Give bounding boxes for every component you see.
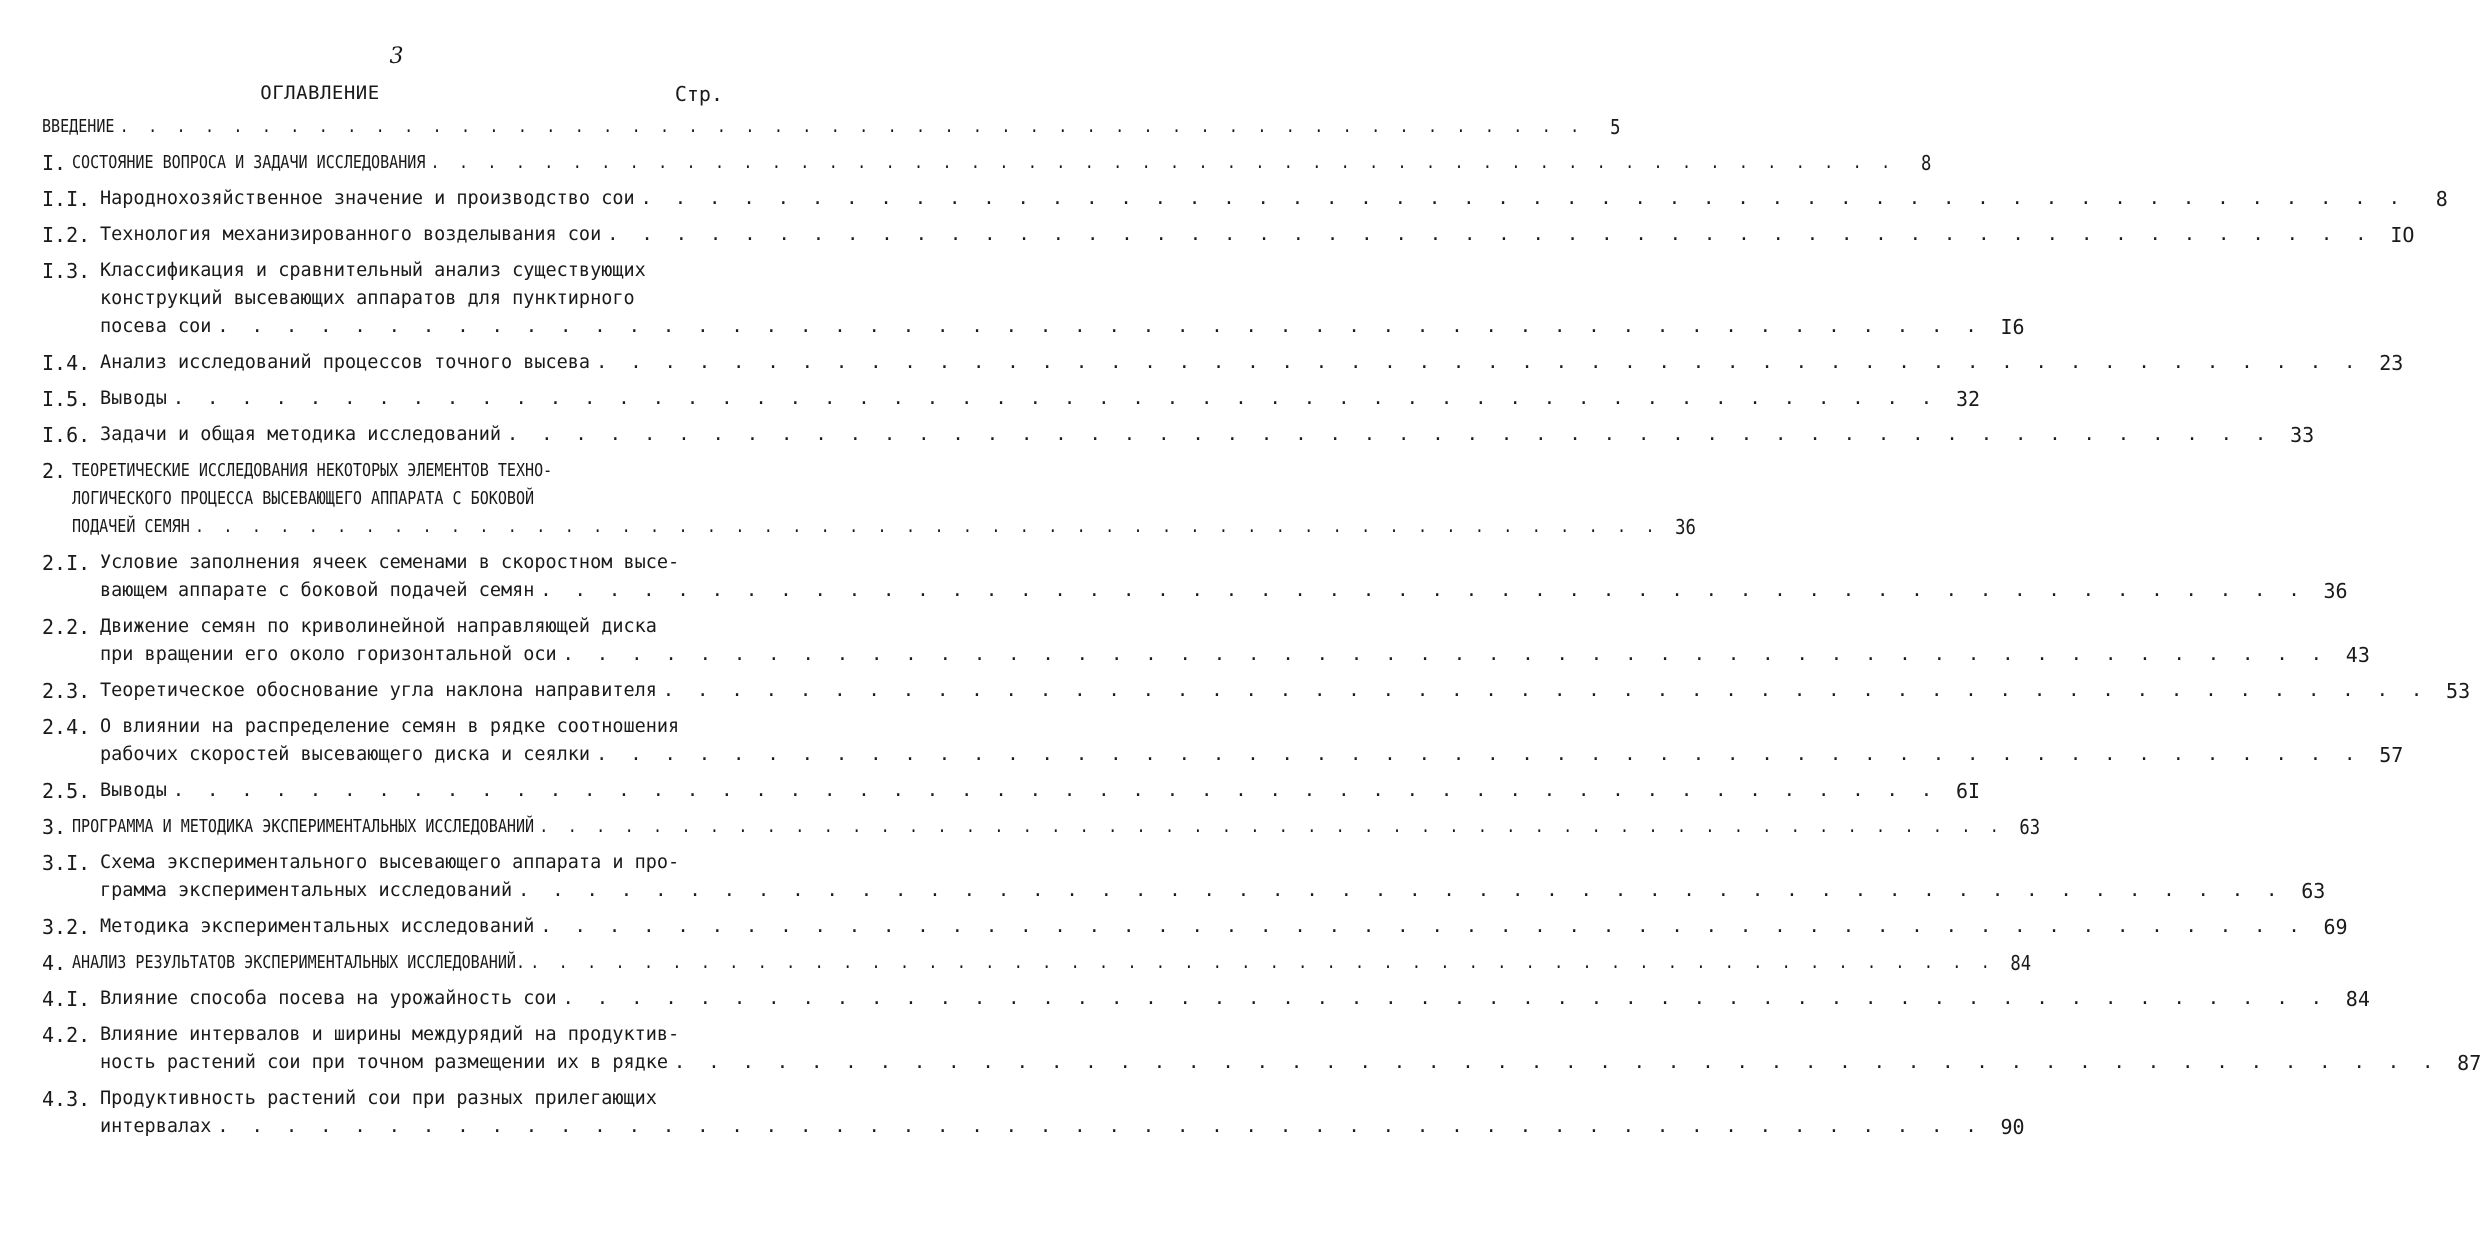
toc-entry-page: 36 xyxy=(2323,579,2348,603)
dot-leader: . . . . . . . . . . . . . . . . . . . . . . . . . . . . . . . . . . . . . . . . . . . . . . . . . . . . xyxy=(607,224,2373,245)
toc-entry-title: интервалах xyxy=(100,1116,212,1137)
toc-entry-page: 84 xyxy=(2010,951,2032,975)
toc-entry-line xyxy=(100,421,2314,449)
toc-entry-title: ПОДАЧЕЙ СЕМЯН xyxy=(72,517,190,537)
toc-entry-line xyxy=(100,313,2025,341)
toc-entry-body xyxy=(100,421,2314,449)
toc-entry xyxy=(42,949,2032,977)
toc-entry-title: ность растений сои при точном размещении их в рядке xyxy=(100,1052,669,1073)
dot-leader: . . . . . . . . . . . . . . . . . . . . . . . . . . . . . . . . . . . . . . . . . . . . . . . . . . . . xyxy=(596,352,2362,373)
toc-entry xyxy=(42,777,1981,805)
toc-entry-title: конструкций высевающих аппаратов для пунктирного xyxy=(100,288,635,309)
toc-entry-body xyxy=(72,457,1696,541)
dot-leader: . . . . . . . . . . . . . . . . . . . . . . . . . . . . . . . . . . . . . . . . . . . . . . . . . . . . xyxy=(662,680,2429,701)
toc-entry-line xyxy=(100,577,2348,605)
toc-entry-body xyxy=(100,613,2370,669)
toc-entry-page: 8 xyxy=(1921,151,1932,175)
toc-entry-title: Влияние способа посева на урожайность сои xyxy=(100,988,557,1009)
toc-entry xyxy=(42,421,2315,449)
toc-entry-page: 90 xyxy=(2000,1115,2025,1139)
toc-entry-title: посева сои xyxy=(100,316,212,337)
toc-entry-number: 2. xyxy=(42,459,67,483)
toc-entry-title: О влиянии на распределение семян в рядке соотношения xyxy=(100,716,680,737)
toc-entry-number: I.I. xyxy=(42,187,91,211)
toc-entry xyxy=(42,913,2348,941)
toc-entry-line xyxy=(100,677,2470,705)
toc-entry-number: I.5. xyxy=(42,387,91,411)
toc-entry-line xyxy=(72,949,2031,977)
dot-leader: . . . . . . . . . . . . . . . . . . . . . . . . . . . . . . . . . . . . . . . . . . . . . . . . . . . . xyxy=(506,424,2273,445)
toc-entry-body xyxy=(100,677,2470,705)
toc-entry-title: Условие заполнения ячеек семенами в скоростном высе- xyxy=(100,552,680,573)
toc-entry-number: 3.I. xyxy=(42,851,91,875)
toc-entry-number: 4. xyxy=(42,951,67,975)
toc-entry-line xyxy=(100,713,2403,741)
toc-entry-number: 3.2. xyxy=(42,915,91,939)
toc-entry-page: 63 xyxy=(2301,879,2326,903)
toc-entry-body xyxy=(100,221,2414,249)
toc-entry-number: I.4. xyxy=(42,351,91,375)
toc-entry xyxy=(42,613,2370,669)
toc-entry-line xyxy=(100,221,2414,249)
toc-entry-number: 2.I. xyxy=(42,551,91,575)
toc-entry-body xyxy=(72,949,2031,977)
toc-entry-title: Движение семян по криволинейной направляющей диска xyxy=(100,616,657,637)
toc-entry xyxy=(42,185,2448,213)
dot-leader: . . . . . . . . . . . . . . . . . . . . . . . . . . . . . . . . . . . . . . . . . . . . . . . . . . . . xyxy=(172,388,1939,409)
toc-entry-title: Выводы xyxy=(100,388,167,409)
dot-leader: . . . . . . . . . . . . . . . . . . . . . . . . . . . . . . . . . . . . . . . . . . . . . . . . . . . . xyxy=(540,916,2306,937)
toc-entry-title: Схема экспериментального высевающего аппарата и про- xyxy=(100,852,680,873)
toc-entry-page: 5 xyxy=(1610,115,1621,139)
toc-entry xyxy=(42,221,2415,249)
toc-entry xyxy=(42,849,2326,905)
toc-entry-title: СОСТОЯНИЕ ВОПРОСА И ЗАДАЧИ ИССЛЕДОВАНИЯ xyxy=(72,153,426,173)
toc-entry-title: Влияние интервалов и ширины междурядий на продуктив- xyxy=(100,1024,680,1045)
dot-leader: . . . . . . . . . . . . . . . . . . . . . . . . . . . . . . . . . . . . . . . . . . . . . . . . . . . . xyxy=(539,817,2005,837)
toc-entry-body xyxy=(100,985,2370,1013)
toc-entry-line xyxy=(72,485,1696,513)
toc-entry-body xyxy=(100,777,1980,805)
toc-entry-title: Теоретическое обоснование угла наклона направителя xyxy=(100,680,657,701)
toc-entry-page: 33 xyxy=(2290,423,2315,447)
toc-entry-body xyxy=(72,813,2040,841)
toc-entry-title: вающем аппарате с боковой подачей семян xyxy=(100,580,535,601)
toc-entry-title: Анализ исследований процессов точного высева xyxy=(100,352,591,373)
toc-header xyxy=(0,82,793,112)
toc-entry xyxy=(42,457,1696,541)
toc-entry-page: 63 xyxy=(2019,815,2041,839)
toc-entry-title: Технология механизированного возделывания сои xyxy=(100,224,602,245)
toc-entry-number: I.6. xyxy=(42,423,91,447)
toc-entry xyxy=(42,985,2370,1013)
toc-entry-number: 3. xyxy=(42,815,67,839)
toc-entry-page: 8 xyxy=(2435,187,2448,211)
toc-entry-title: ЛОГИЧЕСКОГО ПРОЦЕССА ВЫСЕВАЮЩЕГО АППАРАТА С БОКОВОЙ xyxy=(72,489,535,509)
toc-entry-number: 2.5. xyxy=(42,779,91,803)
toc-entry-line xyxy=(100,985,2370,1013)
toc-entry-page: 23 xyxy=(2379,351,2404,375)
toc-entry-title: Методика экспериментальных исследований xyxy=(100,916,535,937)
dot-leader: . . . . . . . . . . . . . . . . . . . . . . . . . . . . . . . . . . . . . . . . . . . . . . . . . . . . xyxy=(530,953,1995,973)
toc-entry-line xyxy=(72,149,1931,177)
toc-entry-body xyxy=(100,713,2403,769)
toc-entry xyxy=(42,385,1981,413)
toc-entry xyxy=(42,257,2025,341)
toc-entry-number: I.2. xyxy=(42,223,91,247)
toc-entry-line xyxy=(100,849,2325,877)
toc-entry-line xyxy=(100,1113,2025,1141)
toc-entry-body xyxy=(100,349,2403,377)
dot-leader: . . . . . . . . . . . . . . . . . . . . . . . . . . . . . . . . . . . . . . . . . . . . . . . . . . . . xyxy=(596,744,2362,765)
toc-entry-title: Задачи и общая методика исследований xyxy=(100,424,501,445)
toc-entry-page: 87 xyxy=(2457,1051,2481,1075)
dot-leader: . . . . . . . . . . . . . . . . . . . . . . . . . . . . . . . . . . . . . . . . . . . . . . . . . . . . xyxy=(430,153,1896,173)
dot-leader: . . . . . . . . . . . . . . . . . . . . . . . . . . . . . . . . . . . . . . . . . . . . . . . . . . . . xyxy=(562,644,2328,665)
toc-entry-title: АНАЛИЗ РЕЗУЛЬТАТОВ ЭКСПЕРИМЕНТАЛЬНЫХ ИССЛЕДОВАНИЙ. xyxy=(72,953,526,973)
dot-leader: . . . . . . . . . . . . . . . . . . . . . . . . . . . . . . . . . . . . . . . . . . . . . . . . . . . . xyxy=(194,517,1660,537)
toc-entry xyxy=(42,713,2404,769)
dot-leader: . . . . . . . . . . . . . . . . . . . . . . . . . . . . . . . . . . . . . . . . . . . . . . . . . . . . xyxy=(640,188,2406,209)
toc-entry-number: 4.I. xyxy=(42,987,91,1011)
toc-entry-title: Народнохозяйственное значение и производство сои xyxy=(100,188,635,209)
dot-leader: . . . . . . . . . . . . . . . . . . . . . . . . . . . . . . . . . . . . . . . . . . . . . . . . . . . . xyxy=(217,1116,1983,1137)
toc-entry-number: 2.4. xyxy=(42,715,91,739)
toc-entry-number: I. xyxy=(42,151,67,175)
toc-entry-body xyxy=(100,549,2348,605)
toc-entry-line xyxy=(100,613,2370,641)
toc-entry-body xyxy=(72,149,1931,177)
page-column-label: Стр. xyxy=(674,82,723,106)
toc-entry-page: 32 xyxy=(1955,387,1981,411)
toc-entry-body xyxy=(100,385,1980,413)
toc-entry xyxy=(42,349,2404,377)
page-number: 3 xyxy=(389,44,404,69)
toc-entry xyxy=(42,1085,2025,1141)
toc-entry-line xyxy=(100,385,1980,413)
toc-entry-body xyxy=(100,1085,2025,1141)
toc-entry-body xyxy=(100,849,2325,905)
toc-entry-page: 84 xyxy=(2345,987,2370,1011)
toc-entry xyxy=(42,1021,2481,1077)
toc-entry-line xyxy=(100,913,2348,941)
toc-entry-line xyxy=(100,1021,2481,1049)
toc-entry-title: грамма экспериментальных исследований xyxy=(100,880,513,901)
toc-entry-page: 53 xyxy=(2446,679,2471,703)
toc-entry-line xyxy=(100,549,2348,577)
dot-leader: . . . . . . . . . . . . . . . . . . . . . . . . . . . . . . . . . . . . . . . . . . . . . . . . . . . . xyxy=(674,1052,2440,1073)
toc-entry-number: 4.3. xyxy=(42,1087,91,1111)
toc-entry-line xyxy=(100,641,2370,669)
toc-entry-line xyxy=(100,777,1980,805)
table-of-contents xyxy=(42,113,2481,1149)
toc-entry-line xyxy=(100,877,2325,905)
dot-leader: . . . . . . . . . . . . . . . . . . . . . . . . . . . . . . . . . . . . . . . . . . . . . . . . . . . . xyxy=(217,316,1983,337)
toc-entry-page: 43 xyxy=(2345,643,2370,667)
toc-entry xyxy=(42,549,2348,605)
toc-entry-line xyxy=(100,1085,2025,1113)
toc-entry-title: рабочих скоростей высевающего диска и сеялки xyxy=(100,744,591,765)
toc-entry-title: ПРОГРАММА И МЕТОДИКА ЭКСПЕРИМЕНТАЛЬНЫХ ИССЛЕДОВАНИЙ xyxy=(72,817,535,837)
toc-entry xyxy=(42,677,2471,705)
toc-entry-page: 57 xyxy=(2379,743,2404,767)
toc-entry-line xyxy=(100,257,2025,285)
dot-leader: . . . . . . . . . . . . . . . . . . . . . . . . . . . . . . . . . . . . . . . . . . . . . . . . . . . . xyxy=(172,780,1939,801)
toc-entry-body xyxy=(100,1021,2481,1077)
toc-entry-line xyxy=(100,741,2403,769)
toc-entry-line xyxy=(100,185,2448,213)
toc-entry-line xyxy=(42,113,1621,141)
toc-entry-number: 4.2. xyxy=(42,1023,91,1047)
toc-title: ОГЛАВЛЕНИЕ xyxy=(260,82,380,104)
toc-entry-body xyxy=(100,185,2448,213)
toc-entry-line xyxy=(100,1049,2481,1077)
toc-entry-page: 6I xyxy=(1955,779,1981,803)
toc-entry-line xyxy=(72,457,1696,485)
toc-entry-number: I.3. xyxy=(42,259,91,283)
toc-entry-body xyxy=(100,913,2348,941)
toc-entry-body xyxy=(100,257,2025,341)
dot-leader: . . . . . . . . . . . . . . . . . . . . . . . . . . . . . . . . . . . . . . . . . . . . . . . . . . . . xyxy=(540,580,2306,601)
toc-entry-page: IO xyxy=(2390,223,2415,247)
toc-entry-page: 69 xyxy=(2323,915,2348,939)
toc-entry-body xyxy=(42,113,1621,141)
toc-entry-title: ТЕОРЕТИЧЕСКИЕ ИССЛЕДОВАНИЯ НЕКОТОРЫХ ЭЛЕМЕНТОВ ТЕХНО- xyxy=(72,461,553,481)
toc-entry-title: Классификация и сравнительный анализ существующих xyxy=(100,260,646,281)
toc-entry-title: ВВЕДЕНИЕ xyxy=(42,117,115,137)
toc-entry xyxy=(42,813,2041,841)
toc-entry-number: 2.2. xyxy=(42,615,91,639)
dot-leader: . . . . . . . . . . . . . . . . . . . . . . . . . . . . . . . . . . . . . . . . . . . . . . . . . . . . xyxy=(518,880,2284,901)
toc-entry-title: Продуктивность растений сои при разных прилегающих xyxy=(100,1088,657,1109)
toc-entry-line xyxy=(100,349,2403,377)
toc-entry-page: I6 xyxy=(2000,315,2025,339)
toc-entry-title: Выводы xyxy=(100,780,167,801)
dot-leader: . . . . . . . . . . . . . . . . . . . . . . . . . . . . . . . . . . . . . . . . . . . . . . . . . . . . xyxy=(119,117,1585,137)
toc-entry-line xyxy=(72,513,1696,541)
toc-entry xyxy=(42,149,1932,177)
toc-entry-line xyxy=(72,813,2040,841)
toc-entry xyxy=(42,113,1621,141)
toc-entry-number: 2.3. xyxy=(42,679,91,703)
dot-leader: . . . . . . . . . . . . . . . . . . . . . . . . . . . . . . . . . . . . . . . . . . . . . . . . . . . . xyxy=(562,988,2328,1009)
toc-entry-line xyxy=(100,285,2025,313)
toc-entry-title: при вращении его около горизонтальной оси xyxy=(100,644,557,665)
toc-entry-page: 36 xyxy=(1675,515,1696,539)
